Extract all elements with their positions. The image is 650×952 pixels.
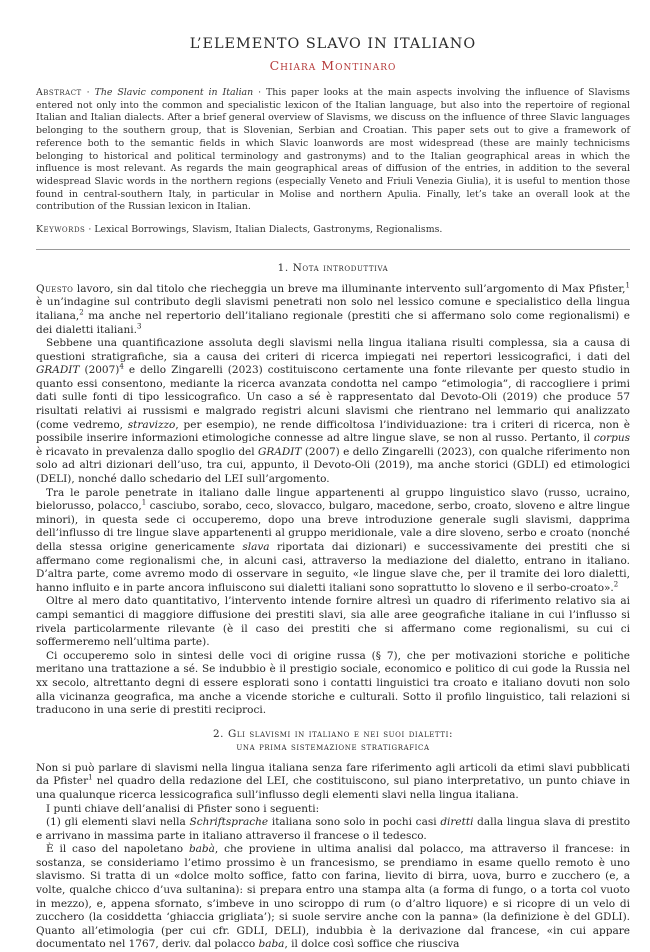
section-heading-2 [36, 728, 630, 754]
section-divider [36, 249, 630, 250]
text-run: dalla lingua slava di prestito e arrivano in massima parte in italiano attraverso il francese o il tedesco. [36, 816, 631, 842]
keywords-text: Lexical Borrowings, Slavism, Italian Dialects, Gastronyms, Regionalisms. [94, 224, 443, 236]
paragraph: Ci occuperemo solo in sintesi delle voci di origine russa (§ 7), che per motivazioni storiche e politiche meritano una trattazione a sé. Se indubbio è il prestigio sociale, economico e politico di cui gode la Russia nel xx secolo, altrettanto degni di essere esplorati sono i contatti linguistici tra croato e italiano dovuti non solo alla vicinanza geografica, ma anche a vicende storiche e culturali. Sotto il profilo linguistico, tali relazioni si traducono in una serie di prestiti reciproci. [36, 649, 630, 717]
text-run: (2007) e dello Zingarelli (2023), con qualche riferimento non solo ad altri dizionari dell’uso, tra cui, appunto, il Devoto-Oli (2019), ma anche storici (GDLI) ed etimologici (DELI), nonché dallo schedario del LEI sull’argomento. [36, 445, 630, 486]
paragraph [36, 843, 630, 952]
text-run: Tra le parole penetrate in italiano dalle lingue appartenenti al gruppo linguistico slavo (russo, ucraino, bielorusso, polacco, [36, 486, 630, 513]
text-run: e dello Zingarelli (2023) costituiscono certamente una fonte rilevante per questo studio in quanto essi consentono, mediante la ricerca avanzata condotta nel campo “etimologia”, di raccogliere i primi dati sulle fonti di tipo lessicografico. Un caso a sé è rappresentato dal Devoto-Oli (2019) che produce 57 risultati relativi ai russismi e malgrado registri alcuni slavismi che rientrano nel lemmario qui analizzato (come vedremo, [36, 364, 630, 431]
paragraph [36, 487, 630, 596]
footnote-ref: 2 [613, 580, 619, 589]
paragraph [36, 337, 630, 487]
italic-term: baba [258, 938, 285, 951]
italic-term: Schriftsprache [189, 816, 269, 829]
abstract-label: Abstract [36, 87, 82, 98]
footnote-ref: 1 [141, 498, 147, 507]
keywords-label: Keywords [36, 224, 86, 236]
text-run: riportata dai dizionari) e successivamente dei prestiti che si affermano come regionalismi che, in alcuni casi, attraverso la mediazione del dialetto, entrano in italiano. D’altra parte, come avremo modo di osservare in seguito, «le lingue slave che, per il tramite dei loro dialetti, hanno influito e in parte ancora influiscono sui dialetti italiani sono soprattutto lo sloveno e il serbo-croato». [36, 541, 630, 594]
text-run: è un’indagine sul contributo degli slavismi penetrati non solo nel lessico comune e specialistico della lingua italiana, [36, 296, 630, 322]
paragraph: I punti chiave dell’analisi di Pfister sono i seguenti: [46, 802, 320, 815]
text-run: , che proviene in ultima analisi dal polacco, ma attraverso il francese: in sostanza, se consideriamo l’etimo prossimo è un francesismo, se prendiamo in esame quello remoto è uno slavismo. Si tratta di un «dolce molto soffice, fatto con farina, lievito di birra, uova, burro e zucchero (e, a volte, qualche chicco d’uva sultanina): si prepara entro una stampa alta (a forma di fungo, o a torta col vuoto in mezzo), e, appena sfornato, s’imbeve in uno sciroppo di rum (o d’altro liquore) e si ricopre di un velo di zucchero (la cosiddetta ‘ghiaccia grigliata’); si suole servire anche con la panna» (la definizione è del GDLI). Quanto all’etimologia (per cui cfr. GDLI, DELI), indubbia è la derivazione dal francese, «in cui appare documentato nel 1767, deriv. dal polacco [36, 843, 630, 951]
spacer [36, 718, 630, 728]
paper-title: L’ELEMENTO SLAVO IN ITALIANO [189, 36, 477, 52]
text-run: Non si può parlare di slavismi nella lingua italiana senza fare riferimento agli articoli da etimi slavi pubblicati da Pfister [36, 761, 630, 788]
footnote-ref: 2 [79, 308, 84, 317]
italic-term: corpus [593, 432, 630, 445]
section-heading-1: 1. Nota introduttiva [277, 261, 389, 274]
keywords [36, 224, 630, 237]
abstract-text: This paper looks at the main aspects involving the influence of Slavisms entered not only into the common and specialistic lexicon of the Italian language, but also into the repertoire of regional Italian and Italian dialects. After a brief general overview of Slavisms, we discuss on the influence of three Slavic languages belonging to the southern group, that is Slovenian, Serbian and Croatian. This paper sets out to give a framework of reference both to the semantic fields in which Slavic loanwords are most widespread (these are mainly technicisms belonging to historical and political terminology and gastronyms) and to the Italian geographical areas in which the influence is most relevant. As regards the main geographical areas of diffusion of the entries, in addition to the several widespread Slavic words in the northern regions (especially Veneto and Friuli Venezia Giulia), it is useful to mention those found in central-southern Italy, in particular in Molise and northern Apulia. Finally, let’s take an overall look at the contribution of the Russian lexicon in Italian. [36, 87, 630, 213]
italic-term: GRADIT [258, 445, 302, 458]
heading-line: 2. Gli slavismi in italiano e nei suoi dialetti: [212, 727, 454, 740]
paragraph: Oltre al mero dato quantitativo, l’intervento intende fornire altresì un quadro di riferimento relativo sia ai campi semantici di maggiore diffusione dei prestiti slavi, sia alle aree geografiche italiane in cui l’influsso si rivela particolarmente rilevante (è il caso dei prestiti che si affermano come regionalismi, su cui ci soffermeremo nell’ultima parte). [36, 595, 630, 649]
abstract-english-title: The Slavic component in Italian [94, 87, 254, 98]
footnote-ref: 4 [119, 362, 124, 371]
paragraph [36, 816, 630, 843]
text-run: italiana sono solo in pochi casi [268, 816, 441, 829]
footnote-ref: 1 [625, 281, 630, 290]
footnote-ref: 3 [136, 322, 142, 331]
text-run: lavoro, sin dal titolo che riecheggia un breve ma illuminante intervento sull’argomento di Max Pfister, [73, 282, 626, 295]
text-run: (2007) [79, 364, 120, 377]
italic-term: GRADIT [36, 364, 80, 377]
text-run: , per esempio), ne rende difficoltosa l’individuazione: tra i criteri di ricerca, non è possibile inserire informazioni etimologiche connesse ad altre lingue slave, se non al russo. Pertanto, il [36, 418, 630, 445]
paragraph [36, 283, 630, 337]
footnote-ref: 1 [88, 773, 93, 782]
abstract-separator: · [81, 87, 95, 98]
italic-term: diretti [440, 816, 474, 829]
paper-page [36, 0, 630, 952]
text-run: Sebbene una quantificazione assoluta degli slavismi nella lingua italiana risulti complessa, sia a causa di questioni stratigrafiche, sia a causa dei criteri di ricerca impiegati nei repertori lessicografici, i dati del [36, 337, 630, 363]
text-run: casciubo, sorabo, ceco, slovacco, bulgaro, macedone, serbo, croato, sloveno e altre lingue minori), in questa sede ci occuperemo, dopo una breve introduzione generale sugli slavismi, dapprima dell’influsso di tre lingue slave appartenenti al gruppo meridionale, vale a dire sloveno, serbo e croato (nonché della stessa origine genericamente [36, 500, 630, 554]
text-run: è ricavato in prevalenza dallo spoglio del [36, 445, 258, 458]
text-run: ma anche nel repertorio dell’italiano regionale (prestiti che si affermano solo come regionalismi) e dei dialetti italiani. [36, 309, 630, 336]
abstract-separator: · [253, 87, 267, 98]
heading-line: una prima sistemazione stratigrafica [236, 740, 430, 753]
opening-word: Questo [36, 282, 74, 295]
text-run: (1) gli elementi slavi nella [46, 816, 190, 829]
italic-term: stravizzo [127, 418, 176, 431]
paragraph [36, 762, 630, 803]
author-name: Chiara Montinaro [269, 58, 397, 73]
italic-term: slava [242, 541, 270, 554]
keywords-separator: · [85, 224, 95, 236]
text-run: È il caso del napoletano [46, 843, 189, 856]
text-run: nel quadro della redazione del LEI, che costituiscono, sul piano interpretativo, un punto chiave in una qualunque ricerca lessicografica sull’influsso degli elementi slavi nella lingua italiana. [36, 775, 630, 801]
italic-term: babà [188, 843, 215, 856]
abstract [36, 87, 630, 214]
text-run: , il dolce così soffice che riusciva [284, 938, 460, 951]
